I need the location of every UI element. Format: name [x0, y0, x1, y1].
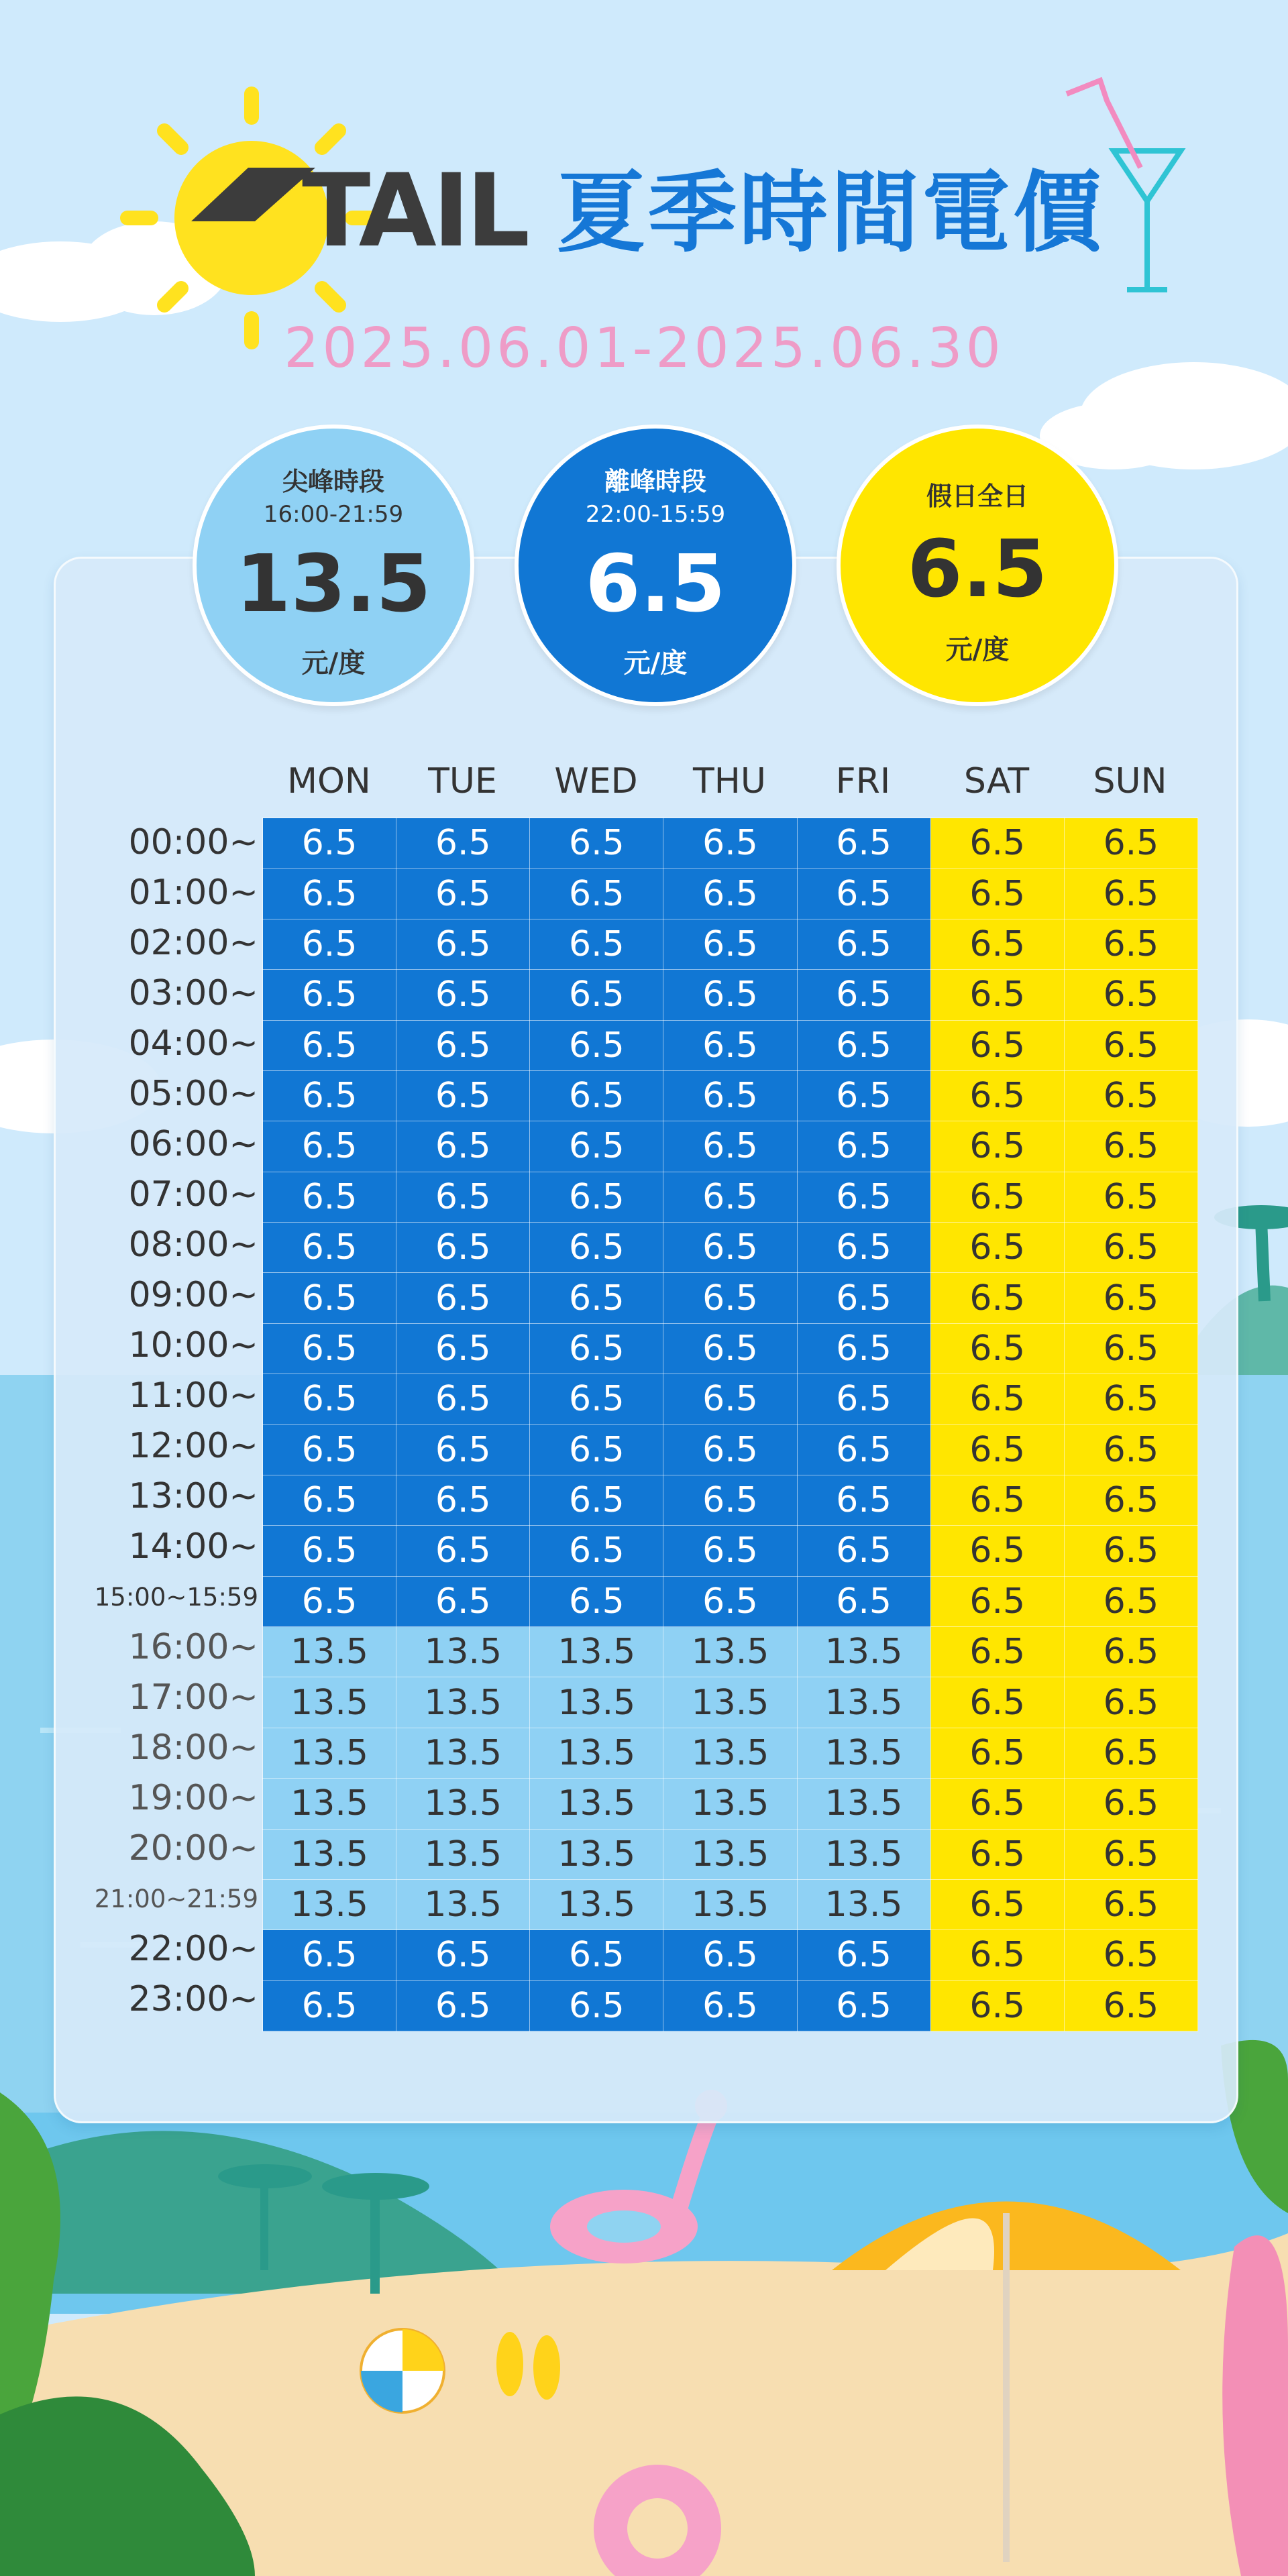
rate-cell: 6.5	[797, 1930, 930, 1980]
rate-cell: 6.5	[797, 1172, 930, 1222]
rate-cell: 6.5	[930, 1779, 1064, 1829]
rate-cell: 6.5	[396, 1223, 530, 1273]
table-row	[263, 1677, 1198, 1728]
rate-cell: 6.5	[797, 1374, 930, 1424]
rate-cell: 13.5	[263, 1627, 396, 1677]
rate-cell: 6.5	[930, 1526, 1064, 1576]
time-label: 23:00~	[128, 1979, 258, 2019]
rate-cell: 13.5	[263, 1779, 396, 1829]
rate-cell: 6.5	[263, 1424, 396, 1475]
rate-cell: 6.5	[396, 1020, 530, 1070]
table-row	[263, 1728, 1198, 1778]
rate-cell: 13.5	[263, 1829, 396, 1879]
table-row	[263, 1930, 1198, 1980]
rate-cell: 6.5	[530, 1576, 663, 1626]
table-row	[263, 1273, 1198, 1323]
rate-cell: 6.5	[263, 1273, 396, 1323]
rate-cell: 13.5	[396, 1677, 530, 1728]
peak-unit: 元/度	[301, 648, 366, 679]
rate-cell: 6.5	[663, 1223, 797, 1273]
rate-cell: 6.5	[530, 970, 663, 1020]
rate-cell: 6.5	[1064, 1728, 1197, 1778]
time-label: 08:00~	[128, 1225, 258, 1265]
time-label: 12:00~	[128, 1426, 258, 1466]
rate-cell: 6.5	[663, 1172, 797, 1222]
rate-cell: 6.5	[797, 1121, 930, 1172]
rate-cell: 6.5	[263, 1374, 396, 1424]
time-label: 15:00~15:59	[94, 1583, 258, 1612]
time-label: 00:00~	[128, 822, 258, 862]
peak-label: 尖峰時段	[282, 467, 384, 496]
rate-cell: 6.5	[797, 919, 930, 969]
rate-cell: 6.5	[930, 1677, 1064, 1728]
rate-cell: 6.5	[797, 1424, 930, 1475]
day-header-mon: MON	[287, 761, 371, 801]
rate-cell: 6.5	[797, 818, 930, 869]
rate-cell: 6.5	[930, 1223, 1064, 1273]
table-row	[263, 1121, 1198, 1172]
time-label: 06:00~	[128, 1124, 258, 1164]
rate-cell: 6.5	[396, 818, 530, 869]
rate-cell: 6.5	[930, 1020, 1064, 1070]
rate-cell: 6.5	[797, 1526, 930, 1576]
rate-cell: 13.5	[663, 1728, 797, 1778]
rate-cell: 6.5	[663, 818, 797, 869]
time-label: 19:00~	[128, 1778, 258, 1818]
table-row	[263, 1070, 1198, 1121]
rate-cell: 6.5	[530, 1424, 663, 1475]
peak-rate-bubble	[193, 425, 474, 706]
rate-cell: 6.5	[930, 1172, 1064, 1222]
rate-cell: 6.5	[263, 1020, 396, 1070]
time-label: 11:00~	[128, 1376, 258, 1416]
rate-cell: 6.5	[530, 1475, 663, 1525]
table-row	[263, 1526, 1198, 1576]
table-row	[263, 1980, 1198, 2031]
table-row	[263, 1627, 1198, 1677]
rate-cell: 6.5	[1064, 1273, 1197, 1323]
rate-cell: 6.5	[530, 1223, 663, 1273]
rate-cell: 6.5	[530, 1526, 663, 1576]
rate-cell: 6.5	[930, 1627, 1064, 1677]
rate-cell: 13.5	[530, 1728, 663, 1778]
rate-cell: 13.5	[797, 1728, 930, 1778]
rate-cell: 6.5	[930, 1273, 1064, 1323]
time-label: 22:00~	[128, 1929, 258, 1969]
rate-cell: 6.5	[663, 1121, 797, 1172]
time-label: 04:00~	[128, 1023, 258, 1064]
rate-cell: 6.5	[530, 1121, 663, 1172]
rate-cell: 6.5	[263, 1223, 396, 1273]
time-label: 16:00~	[128, 1627, 258, 1667]
rate-cell: 6.5	[263, 869, 396, 919]
rate-cell: 6.5	[1064, 1627, 1197, 1677]
rate-cell: 13.5	[797, 1627, 930, 1677]
logo-text: TAIL	[302, 153, 527, 270]
rate-cell: 6.5	[797, 1020, 930, 1070]
rate-cell: 6.5	[663, 919, 797, 969]
rate-cell: 6.5	[797, 1980, 930, 2031]
rate-cell: 13.5	[530, 1677, 663, 1728]
rate-cell: 13.5	[663, 1627, 797, 1677]
rate-table	[262, 818, 1198, 2031]
rate-cell: 13.5	[663, 1879, 797, 1929]
rate-cell: 6.5	[663, 1070, 797, 1121]
table-row	[263, 869, 1198, 919]
page-title: 夏季時間電價	[557, 162, 1104, 265]
rate-cell: 6.5	[930, 869, 1064, 919]
rate-cell: 6.5	[530, 919, 663, 969]
table-row	[263, 970, 1198, 1020]
day-header-tue: TUE	[428, 761, 497, 801]
time-label: 01:00~	[128, 873, 258, 913]
rate-cell: 6.5	[930, 1728, 1064, 1778]
rate-cell: 13.5	[663, 1779, 797, 1829]
rate-cell: 6.5	[797, 1576, 930, 1626]
rate-cell: 6.5	[263, 1323, 396, 1374]
rate-cell: 6.5	[396, 919, 530, 969]
rate-cell: 6.5	[530, 1020, 663, 1070]
rate-cell: 6.5	[1064, 1121, 1197, 1172]
rate-cell: 13.5	[797, 1829, 930, 1879]
rate-cell: 6.5	[663, 1424, 797, 1475]
rate-cell: 6.5	[396, 1323, 530, 1374]
time-label: 21:00~21:59	[94, 1885, 258, 1913]
rate-cell: 6.5	[1064, 1374, 1197, 1424]
rate-cell: 6.5	[1064, 919, 1197, 969]
rate-cell: 6.5	[663, 1323, 797, 1374]
rate-cell: 13.5	[797, 1879, 930, 1929]
rate-cell: 13.5	[263, 1879, 396, 1929]
rate-cell: 6.5	[1064, 1930, 1197, 1980]
rate-cell: 13.5	[797, 1677, 930, 1728]
rate-cell: 6.5	[263, 818, 396, 869]
rate-cell: 6.5	[797, 869, 930, 919]
table-row	[263, 1424, 1198, 1475]
rate-cell: 6.5	[663, 1576, 797, 1626]
day-header-fri: FRI	[835, 761, 891, 801]
table-row	[263, 1829, 1198, 1879]
rate-cell: 6.5	[396, 1980, 530, 2031]
table-row	[263, 818, 1198, 869]
rate-cell: 6.5	[930, 1576, 1064, 1626]
rate-cell: 13.5	[396, 1879, 530, 1929]
rate-cell: 6.5	[530, 1172, 663, 1222]
rate-cell: 6.5	[930, 1070, 1064, 1121]
day-header-thu: THU	[693, 761, 766, 801]
rate-cell: 13.5	[396, 1779, 530, 1829]
time-label: 14:00~	[128, 1526, 258, 1567]
table-row	[263, 1172, 1198, 1222]
day-header-sun: SUN	[1093, 761, 1167, 801]
rate-cell: 6.5	[263, 1980, 396, 2031]
rate-cell: 13.5	[530, 1627, 663, 1677]
rate-cell: 6.5	[663, 869, 797, 919]
time-label: 17:00~	[128, 1677, 258, 1718]
time-label: 05:00~	[128, 1074, 258, 1114]
rate-cell: 13.5	[263, 1728, 396, 1778]
rate-cell: 6.5	[530, 1374, 663, 1424]
rate-cell: 6.5	[930, 1374, 1064, 1424]
table-row	[263, 1323, 1198, 1374]
time-label: 07:00~	[128, 1174, 258, 1215]
rate-cell: 6.5	[1064, 1677, 1197, 1728]
time-label: 03:00~	[128, 973, 258, 1013]
time-label: 20:00~	[128, 1828, 258, 1868]
rate-cell: 6.5	[797, 970, 930, 1020]
rate-cell: 6.5	[396, 1121, 530, 1172]
rate-cell: 6.5	[263, 1576, 396, 1626]
table-row	[263, 1475, 1198, 1525]
rate-cell: 6.5	[263, 1930, 396, 1980]
rate-cell: 6.5	[797, 1475, 930, 1525]
rate-cell: 6.5	[930, 1121, 1064, 1172]
rate-cell: 6.5	[396, 1526, 530, 1576]
table-row	[263, 1779, 1198, 1829]
offpeak-price: 6.5	[585, 537, 726, 630]
day-header-sat: SAT	[963, 761, 1030, 801]
rate-cell: 6.5	[263, 1172, 396, 1222]
rate-cell: 6.5	[263, 919, 396, 969]
date-range: 2025.06.01-2025.06.30	[284, 317, 1004, 380]
rate-cell: 6.5	[1064, 1576, 1197, 1626]
time-label: 13:00~	[128, 1476, 258, 1516]
rate-cell: 6.5	[930, 919, 1064, 969]
rate-cell: 6.5	[930, 1829, 1064, 1879]
rate-cell: 6.5	[1064, 1475, 1197, 1525]
beach-ball-icon	[361, 2329, 444, 2412]
rate-cell: 6.5	[530, 1273, 663, 1323]
rate-cell: 6.5	[396, 869, 530, 919]
rate-cell: 6.5	[1064, 869, 1197, 919]
rate-cell: 6.5	[797, 1323, 930, 1374]
rate-cell: 6.5	[263, 1475, 396, 1525]
rate-cell: 6.5	[1064, 1980, 1197, 2031]
time-label: 09:00~	[128, 1275, 258, 1315]
rate-cell: 6.5	[263, 970, 396, 1020]
rate-cell: 6.5	[396, 1273, 530, 1323]
rate-cell: 6.5	[1064, 1829, 1197, 1879]
rate-cell: 13.5	[396, 1627, 530, 1677]
time-label: 02:00~	[128, 923, 258, 963]
rate-cell: 6.5	[1064, 1323, 1197, 1374]
rate-cell: 6.5	[530, 1070, 663, 1121]
rate-cell: 6.5	[663, 1273, 797, 1323]
rate-cell: 6.5	[663, 1020, 797, 1070]
rate-cell: 6.5	[1064, 1526, 1197, 1576]
rate-cell: 13.5	[263, 1677, 396, 1728]
rate-cell: 6.5	[797, 1070, 930, 1121]
rate-cell: 6.5	[663, 1980, 797, 2031]
rate-cell: 6.5	[663, 1475, 797, 1525]
holiday-price: 6.5	[907, 522, 1048, 615]
rate-cell: 6.5	[530, 1323, 663, 1374]
table-row	[263, 1879, 1198, 1929]
offpeak-hours: 22:00-15:59	[585, 501, 726, 528]
rate-cell: 6.5	[1064, 1020, 1197, 1070]
rate-cell: 6.5	[263, 1121, 396, 1172]
table-row	[263, 1223, 1198, 1273]
rate-cell: 6.5	[930, 1930, 1064, 1980]
rate-cell: 6.5	[1064, 1779, 1197, 1829]
rate-cell: 6.5	[396, 970, 530, 1020]
rate-cell: 13.5	[530, 1829, 663, 1879]
rate-cell: 6.5	[1064, 1172, 1197, 1222]
rate-cell: 6.5	[530, 1930, 663, 1980]
rate-cell: 6.5	[663, 970, 797, 1020]
peak-hours: 16:00-21:59	[263, 501, 404, 528]
rate-cell: 13.5	[396, 1728, 530, 1778]
offpeak-unit: 元/度	[623, 648, 688, 679]
rate-cell: 6.5	[530, 818, 663, 869]
time-label: 10:00~	[128, 1325, 258, 1365]
rate-cell: 6.5	[930, 1475, 1064, 1525]
peak-price: 13.5	[235, 537, 431, 630]
rate-cell: 6.5	[263, 1526, 396, 1576]
holiday-unit: 元/度	[945, 634, 1010, 665]
rate-cell: 6.5	[1064, 1223, 1197, 1273]
rate-cell: 6.5	[396, 1374, 530, 1424]
rate-cell: 6.5	[1064, 818, 1197, 869]
time-label: 18:00~	[128, 1728, 258, 1768]
offpeak-rate-bubble	[515, 425, 796, 706]
rate-cell: 6.5	[396, 1424, 530, 1475]
rate-cell: 6.5	[797, 1223, 930, 1273]
rate-cell: 6.5	[930, 1323, 1064, 1374]
rate-cell: 13.5	[530, 1779, 663, 1829]
rate-cell: 6.5	[1064, 1070, 1197, 1121]
rate-cell: 6.5	[1064, 1879, 1197, 1929]
rate-cell: 6.5	[396, 1172, 530, 1222]
rate-cell: 13.5	[663, 1677, 797, 1728]
rate-cell: 6.5	[930, 1879, 1064, 1929]
table-row	[263, 1020, 1198, 1070]
rate-cell: 6.5	[396, 1576, 530, 1626]
rate-cell: 6.5	[930, 1980, 1064, 2031]
rate-cell: 6.5	[396, 1475, 530, 1525]
rate-cell: 6.5	[396, 1930, 530, 1980]
table-row	[263, 919, 1198, 969]
rate-cell: 6.5	[930, 1424, 1064, 1475]
rate-cell: 6.5	[530, 869, 663, 919]
rate-cell: 6.5	[263, 1070, 396, 1121]
rate-cell: 6.5	[663, 1526, 797, 1576]
rate-cell: 6.5	[930, 818, 1064, 869]
rate-cell: 13.5	[797, 1779, 930, 1829]
rate-cell: 6.5	[396, 1070, 530, 1121]
rate-cell: 6.5	[663, 1374, 797, 1424]
rate-cell: 6.5	[663, 1930, 797, 1980]
rate-cell: 6.5	[797, 1273, 930, 1323]
rate-cell: 6.5	[930, 970, 1064, 1020]
holiday-label: 假日全日	[926, 482, 1028, 511]
day-header-wed: WED	[554, 761, 638, 801]
table-row	[263, 1374, 1198, 1424]
rate-cell: 6.5	[1064, 970, 1197, 1020]
table-row	[263, 1576, 1198, 1626]
rate-cell: 6.5	[530, 1980, 663, 2031]
rate-cell: 13.5	[663, 1829, 797, 1879]
rate-cell: 13.5	[396, 1829, 530, 1879]
offpeak-label: 離峰時段	[604, 467, 706, 496]
rate-cell: 6.5	[1064, 1424, 1197, 1475]
rate-cell: 13.5	[530, 1879, 663, 1929]
holiday-rate-bubble	[837, 425, 1118, 706]
